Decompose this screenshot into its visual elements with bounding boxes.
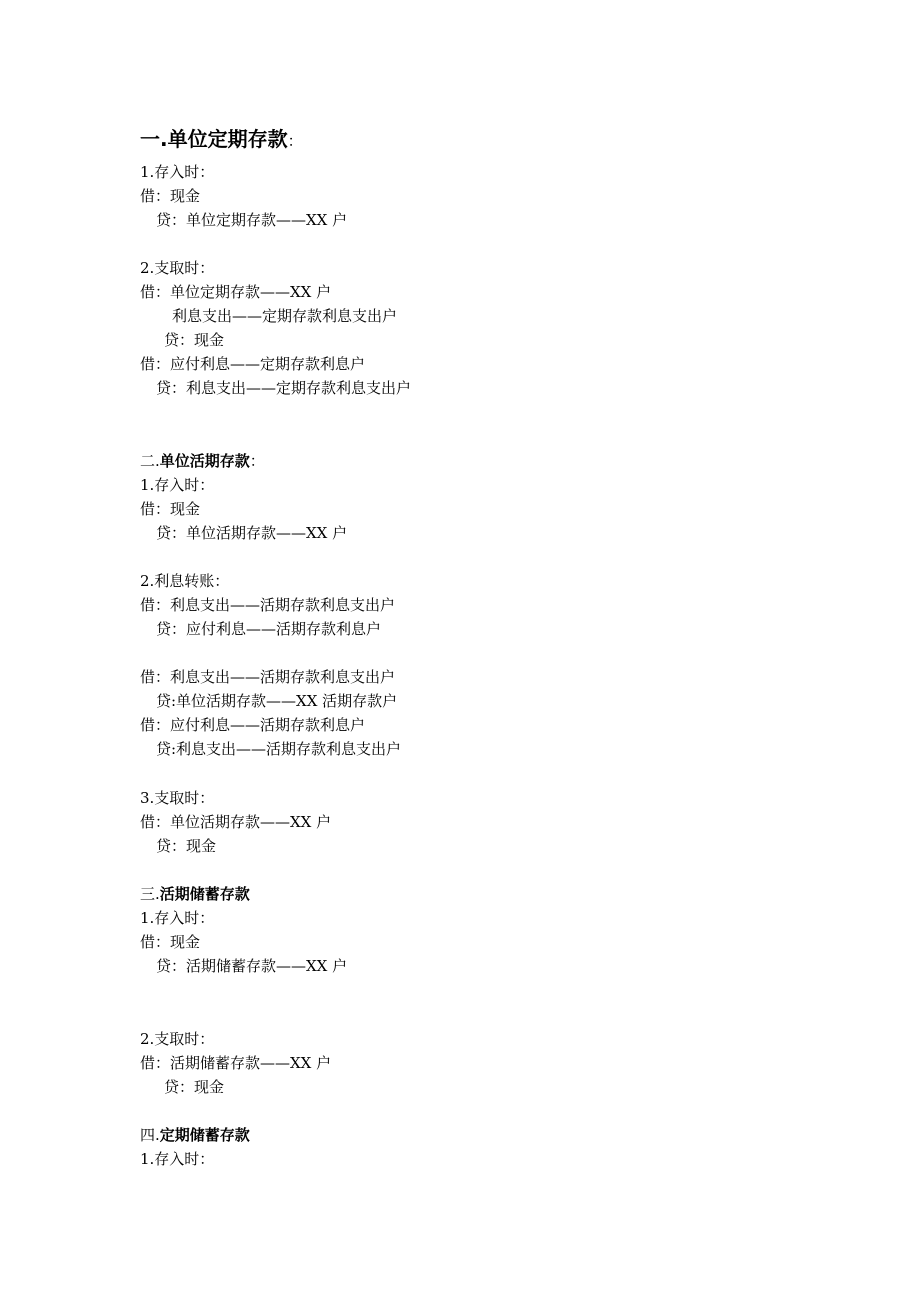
section-2-line-11: 3.支取时： [140, 789, 215, 807]
section-3-heading [140, 884, 250, 904]
section-3-line-1: 1.存入时： [140, 909, 215, 927]
section-1-title: 一.单位定期存款 [140, 127, 288, 151]
section-3-line-3: 贷：活期储蓄存款——XX 户 [156, 957, 348, 975]
section-3-number: 三. [140, 885, 160, 903]
section-2-line-3: 贷：单位活期存款——XX 户 [156, 524, 348, 542]
section-1-line-8: 借：应付利息——定期存款利息户 [140, 355, 366, 373]
section-3-line-6: 贷：现金 [164, 1078, 225, 1096]
section-1-line-1: 1.存入时： [140, 163, 215, 181]
section-2-line-9: 借：应付利息——活期存款利息户 [140, 716, 366, 734]
section-1-line-7: 贷：现金 [164, 331, 225, 349]
section-4-heading [140, 1125, 250, 1145]
section-2-heading [140, 451, 265, 471]
section-2-line-2: 借：现金 [140, 500, 201, 518]
section-3-line-4: 2.支取时： [140, 1030, 215, 1048]
section-2-number: 二. [140, 452, 160, 470]
section-1-line-5: 借：单位定期存款——XX 户 [140, 283, 332, 301]
section-2-line-1: 1.存入时： [140, 476, 215, 494]
section-2-line-10: 贷:利息支出——活期存款利息支出户 [156, 740, 402, 758]
section-1-title-colon: ： [287, 132, 303, 150]
section-2-line-5: 借：利息支出——活期存款利息支出户 [140, 596, 396, 614]
section-1-line-3: 贷：单位定期存款——XX 户 [156, 211, 348, 229]
section-1-line-9: 贷：利息支出——定期存款利息支出户 [156, 379, 412, 397]
section-2-line-13: 贷：现金 [156, 837, 217, 855]
section-2-line-12: 借：单位活期存款——XX 户 [140, 813, 332, 831]
section-2-line-4: 2.利息转账： [140, 572, 230, 590]
section-1-line-2: 借：现金 [140, 187, 201, 205]
section-2-line-6: 贷：应付利息——活期存款利息户 [156, 620, 382, 638]
section-2-title: 单位活期存款 [159, 452, 250, 470]
section-1-line-6: 利息支出——定期存款利息支出户 [172, 307, 398, 325]
section-3-line-5: 借：活期储蓄存款——XX 户 [140, 1054, 332, 1072]
section-2-line-8: 贷:单位活期存款——XX 活期存款户 [156, 692, 398, 710]
section-2-title-colon: ： [249, 452, 265, 470]
section-3-title: 活期储蓄存款 [159, 885, 250, 903]
section-2-line-7: 借：利息支出——活期存款利息支出户 [140, 668, 396, 686]
section-3-line-2: 借：现金 [140, 933, 201, 951]
section-4-title: 定期储蓄存款 [159, 1126, 250, 1144]
section-1-line-4: 2.支取时： [140, 259, 215, 277]
section-1-heading [140, 126, 303, 154]
section-4-number: 四. [140, 1126, 160, 1144]
section-4-line-1: 1.存入时： [140, 1150, 215, 1168]
